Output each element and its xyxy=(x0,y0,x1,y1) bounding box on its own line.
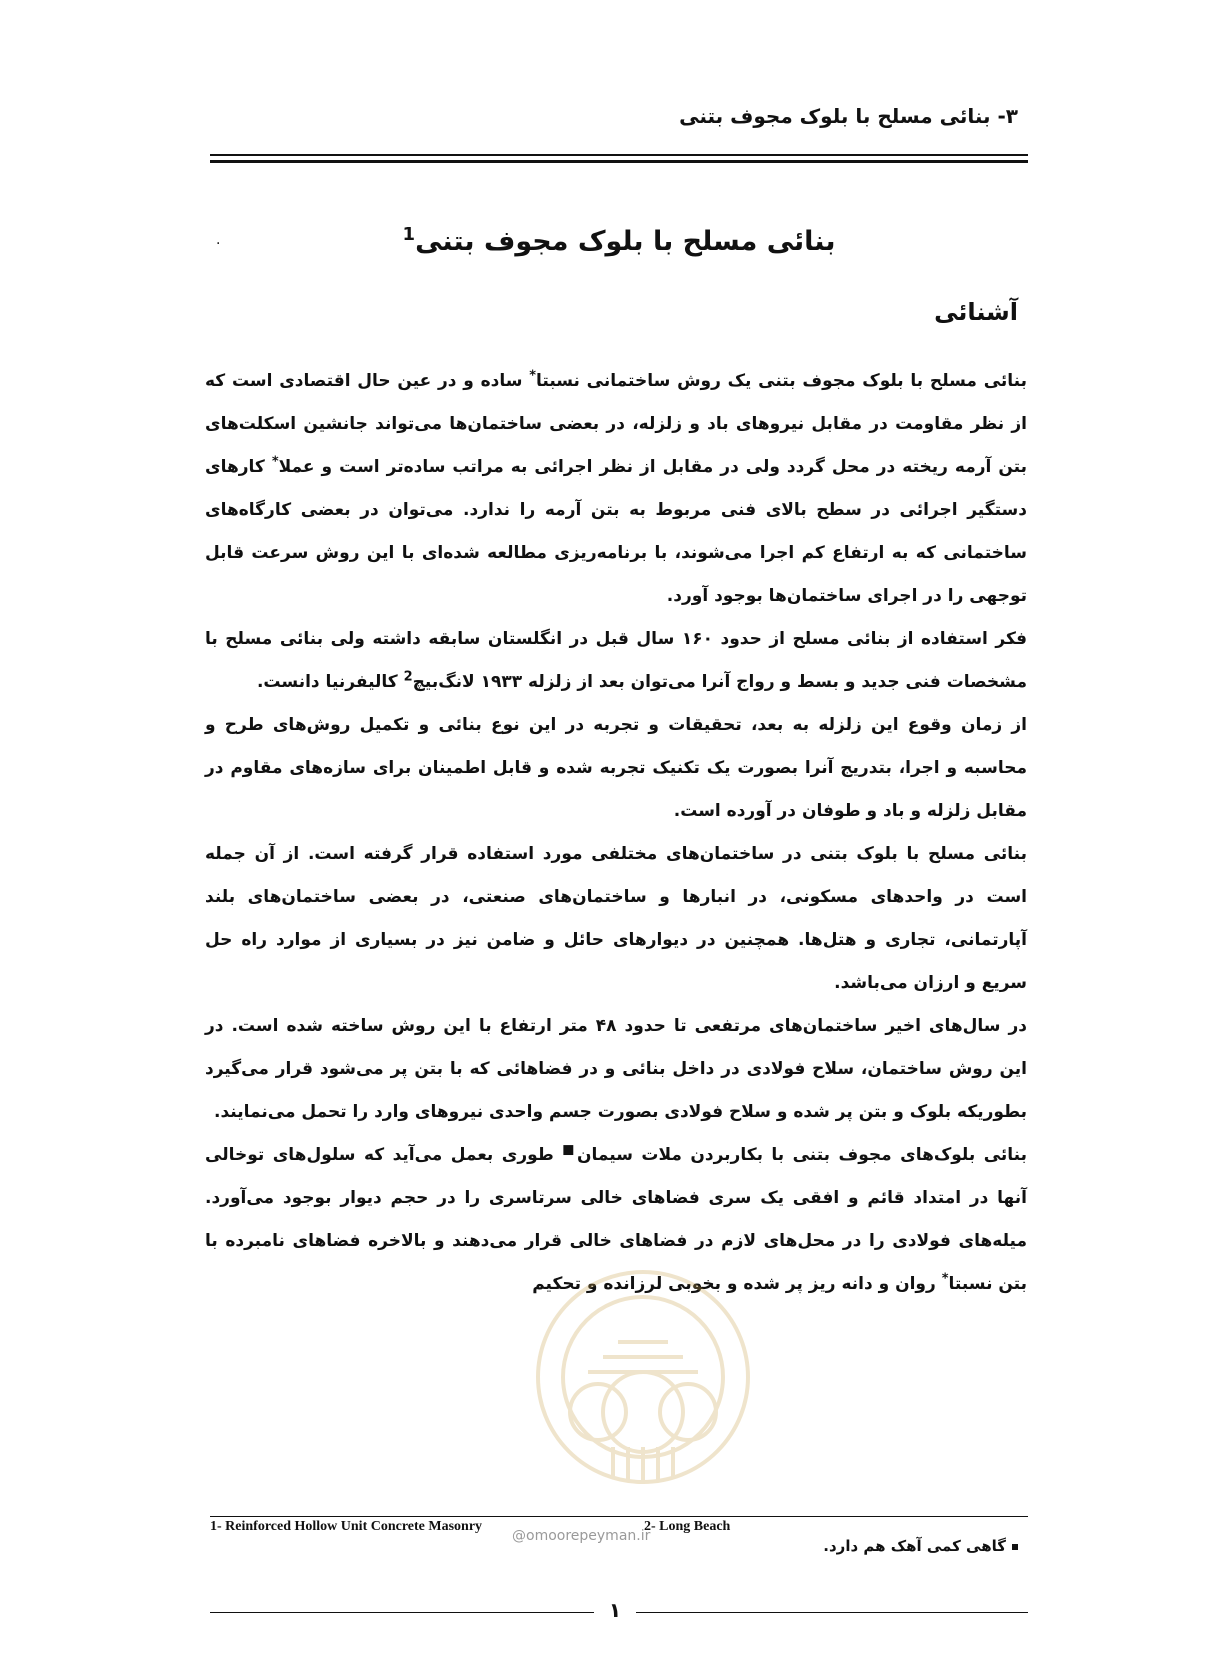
footnote-1: 1- Reinforced Hollow Unit Concrete Masonry xyxy=(210,1519,483,1534)
footnote-star xyxy=(823,1537,1018,1555)
footnote-star-text: گاهی کمی آهک هم دارد. xyxy=(823,1537,1006,1555)
p1-part-3: کارهای دستگیر اجرائی در سطح بالای فنی مربوط به بتن آرمه را ندارد. می‌توان در بعضی کارگاه‌های ساختمانی که به ارتفاع کم اجرا می‌شوند، با برنامه‌ریزی مطالعه شده‌ای با این روش سرعت قابل توجهی را در اجرای ساختمان‌ها بوجود آورد. xyxy=(205,457,1027,606)
p6-part-2: طوری بعمل می‌آید که سلول‌های توخالی آنها در امتداد قائم و افقی یک سری فضاهای خالی سرتاسری را در حجم دیوار بوجود می‌آورد. میله‌های فولادی را در محل‌های لازم در فضاهای خالی قرار می‌دهند و بالاخره فضاهای نامبرده با بتن نسبتا xyxy=(205,1145,1027,1294)
footnote-2: 2- Long Beach xyxy=(644,1519,731,1534)
footnote-rule xyxy=(210,1516,1028,1517)
p6-part-3: روان و دانه ریز پر شده و بخوبی لرزانده و تحکیم xyxy=(532,1274,942,1294)
p6-mark-1: ■ xyxy=(559,1142,578,1158)
p2-footnote-mark: 2 xyxy=(403,669,413,685)
p1-mark-2: * xyxy=(271,454,279,470)
page-number: ۱ xyxy=(608,1598,622,1622)
body-text xyxy=(205,360,1027,1306)
p1-mark-1: * xyxy=(529,368,536,384)
header-rule-top xyxy=(210,154,1028,156)
chapter-title-text: بنائی مسلح با بلوک مجوف بتنی xyxy=(415,226,836,257)
p6-part-1: بنائی بلوک‌های مجوف بتنی با بکاربردن ملات سیمان xyxy=(577,1145,1027,1165)
running-header: ۳- بنائی مسلح با بلوک مجوف بتنی xyxy=(679,104,1018,128)
paragraph-1 xyxy=(205,360,1027,618)
p1-part-1: بنائی مسلح با بلوک مجوف بتنی یک روش ساختمانی نسبتا xyxy=(536,371,1027,391)
p6-mark-2: * xyxy=(941,1271,949,1287)
paragraph-5: در سال‌های اخیر ساختمان‌های مرتفعی تا حدود ۴۸ متر ارتفاع با این روش ساخته شده است. در این روش ساختمان، سلاح فولادی در داخل بنائی و در فضاهائی که با بتن پر می‌شود قرار می‌گیرد بطوریکه بلوک و بتن پر شده و سلاح فولادی بصورت جسم واحدی نیروهای وارد را تحمل می‌نمایند. xyxy=(205,1016,1027,1122)
paragraph-3: از زمان وقوع این زلزله به بعد، تحقیقات و تجربه در این نوع بنائی و تکمیل روش‌های طرح و محاسبه و اجرا، بتدریج آنرا بصورت یک تکنیک تجربه شده و قابل اطمینان برای سازه‌های مقاوم در مقابل زلزله و باد و طوفان در آورده است. xyxy=(205,715,1027,821)
p2-part-1: فکر استفاده از بنائی مسلح از حدود ۱۶۰ سال قبل در انگلستان سابقه داشته ولی بنائی مسلح با مشخصات فنی جدید و بسط و رواج آنرا می‌توان بعد از زلزله ۱۹۳۳ لانگ‌بیچ xyxy=(205,629,1027,692)
header-rule-bottom xyxy=(210,160,1028,163)
chapter-title xyxy=(210,224,1028,257)
paragraph-6 xyxy=(205,1134,1027,1306)
square-bullet-icon xyxy=(1012,1544,1018,1550)
p2-part-2: کالیفرنیا دانست. xyxy=(256,672,404,692)
paragraph-4: بنائی مسلح با بلوک بتنی در ساختمان‌های مختلفی مورد استفاده قرار گرفته است. از آن جمله است در واحدهای مسکونی، در انبارها و ساختمان‌های صنعتی، در بعضی ساختمان‌های بلند آپارتمانی، تجاری و هتل‌ها. همچنین در دیوارهای حائل و ضامن نیز در بسیاری از موارد راه حل سریع و ارزان می‌باشد. xyxy=(205,844,1027,993)
scan-speck: · xyxy=(216,236,221,252)
watermark-text: @omoorepeyman.ir xyxy=(512,1528,651,1544)
paragraph-2 xyxy=(205,618,1027,704)
footer-rule-right xyxy=(636,1612,1028,1613)
section-heading: آشنائی xyxy=(934,298,1018,326)
p1-part-2: ساده و در عین حال اقتصادی است که از نظر مقاومت در مقابل نیروهای باد و زلزله، در بعضی ساختمان‌ها می‌تواند جانشین اسکلت‌های بتن آرمه ریخته در محل گردد ولی در مقابل از نظر اجرائی به مراتب ساده‌تر است و عملا xyxy=(205,371,1027,477)
title-footnote-mark: 1 xyxy=(402,224,416,245)
footer-rule-left xyxy=(210,1612,594,1613)
